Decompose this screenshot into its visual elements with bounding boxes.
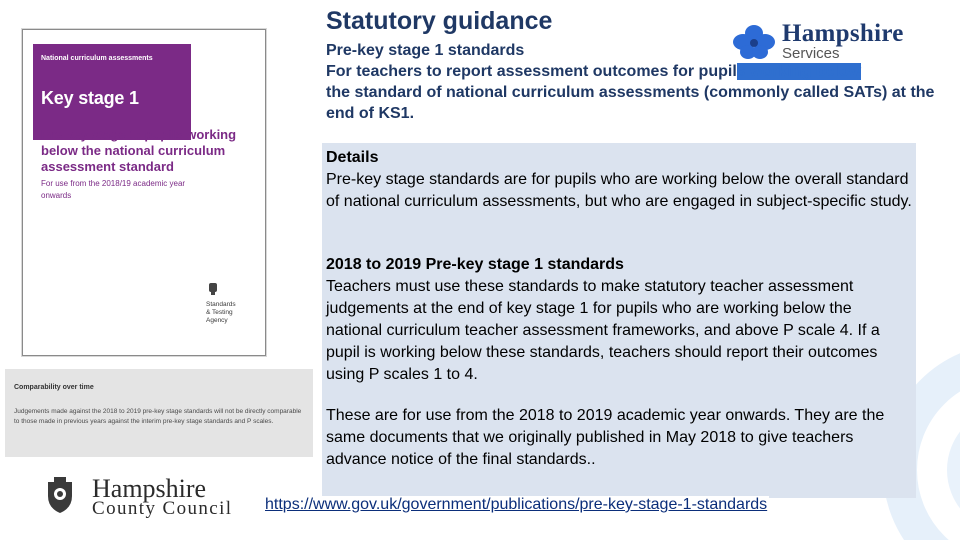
crest-icon — [206, 282, 220, 296]
details-heading: Details — [326, 149, 379, 166]
flower-icon — [732, 24, 776, 60]
govuk-link[interactable]: https://www.gov.uk/government/publications/pre-key-stage-1-standards — [265, 496, 768, 513]
agency-logo — [206, 282, 258, 325]
subtitle-line2 — [326, 61, 936, 82]
details-panel — [322, 143, 916, 498]
hs-logo-line2: Services — [782, 45, 840, 62]
hs-logo-line1: Hampshire — [782, 20, 904, 47]
agency-line3: Agency — [206, 317, 228, 324]
details-body: Pre-key stage standards are for pupils who are working below the overall standard of national curriculum assessments, but who are engaged in subject-specific study. — [326, 171, 912, 210]
cover-band-small: National curriculum assessments — [41, 55, 153, 62]
cover-band-title: Key stage 1 — [41, 88, 139, 108]
comparability-heading: Comparability over time — [14, 384, 94, 391]
comparability-box — [5, 369, 313, 457]
hampshire-services-logo — [732, 22, 932, 62]
cover-document — [22, 29, 266, 356]
cover-title: Pre-key stage 1: pupils working below the national curriculum assessment standard — [41, 127, 237, 174]
page-title: Statutory guidance — [326, 7, 553, 35]
subtitle-highlight: s working below — [736, 63, 862, 80]
standards-body: Teachers must use these standards to make statutory teacher assessment judgements at the end of key stage 1 for pupils who are working below the national curriculum teacher assessment frameworks, and above P scale 4. If a pupil is working below these standards, teachers should report their outcomes using P scales 1 to 4. — [326, 278, 880, 383]
agency-line2: & Testing — [206, 309, 233, 316]
subtitle-line1: Pre-key stage 1 standards — [326, 42, 525, 59]
crest-icon — [40, 476, 80, 516]
standards-heading: 2018 to 2019 Pre-key stage 1 standards — [326, 256, 624, 273]
hcc-logo — [40, 474, 250, 520]
comparability-body: Judgements made against the 2018 to 2019 pre-key stage standards will not be directly comparable to those made in previous years against the interim pre-key stage standards and P scales. — [14, 408, 302, 425]
usage-section — [326, 405, 912, 471]
subtitle-line2-prefix: For teachers to report assessment outcomes for pupil — [326, 63, 737, 80]
cover-subtitle: For use from the 2018/19 academic year onwards — [41, 179, 186, 200]
standards-section — [326, 254, 912, 386]
hcc-logo-line1: Hampshire — [92, 474, 207, 503]
usage-body: These are for use from the 2018 to 2019 academic year onwards. They are the same documents that we originally published in May 2018 to give teachers advance notice of the final standards.. — [326, 407, 885, 468]
agency-line1: Standards — [206, 301, 236, 308]
details-section — [326, 147, 912, 213]
hcc-logo-line2: County Council — [92, 498, 233, 519]
subtitle-line3: the standard of national curriculum assessments (commonly called SATs) at the end of KS1. — [326, 84, 935, 122]
cover-band — [33, 44, 191, 140]
